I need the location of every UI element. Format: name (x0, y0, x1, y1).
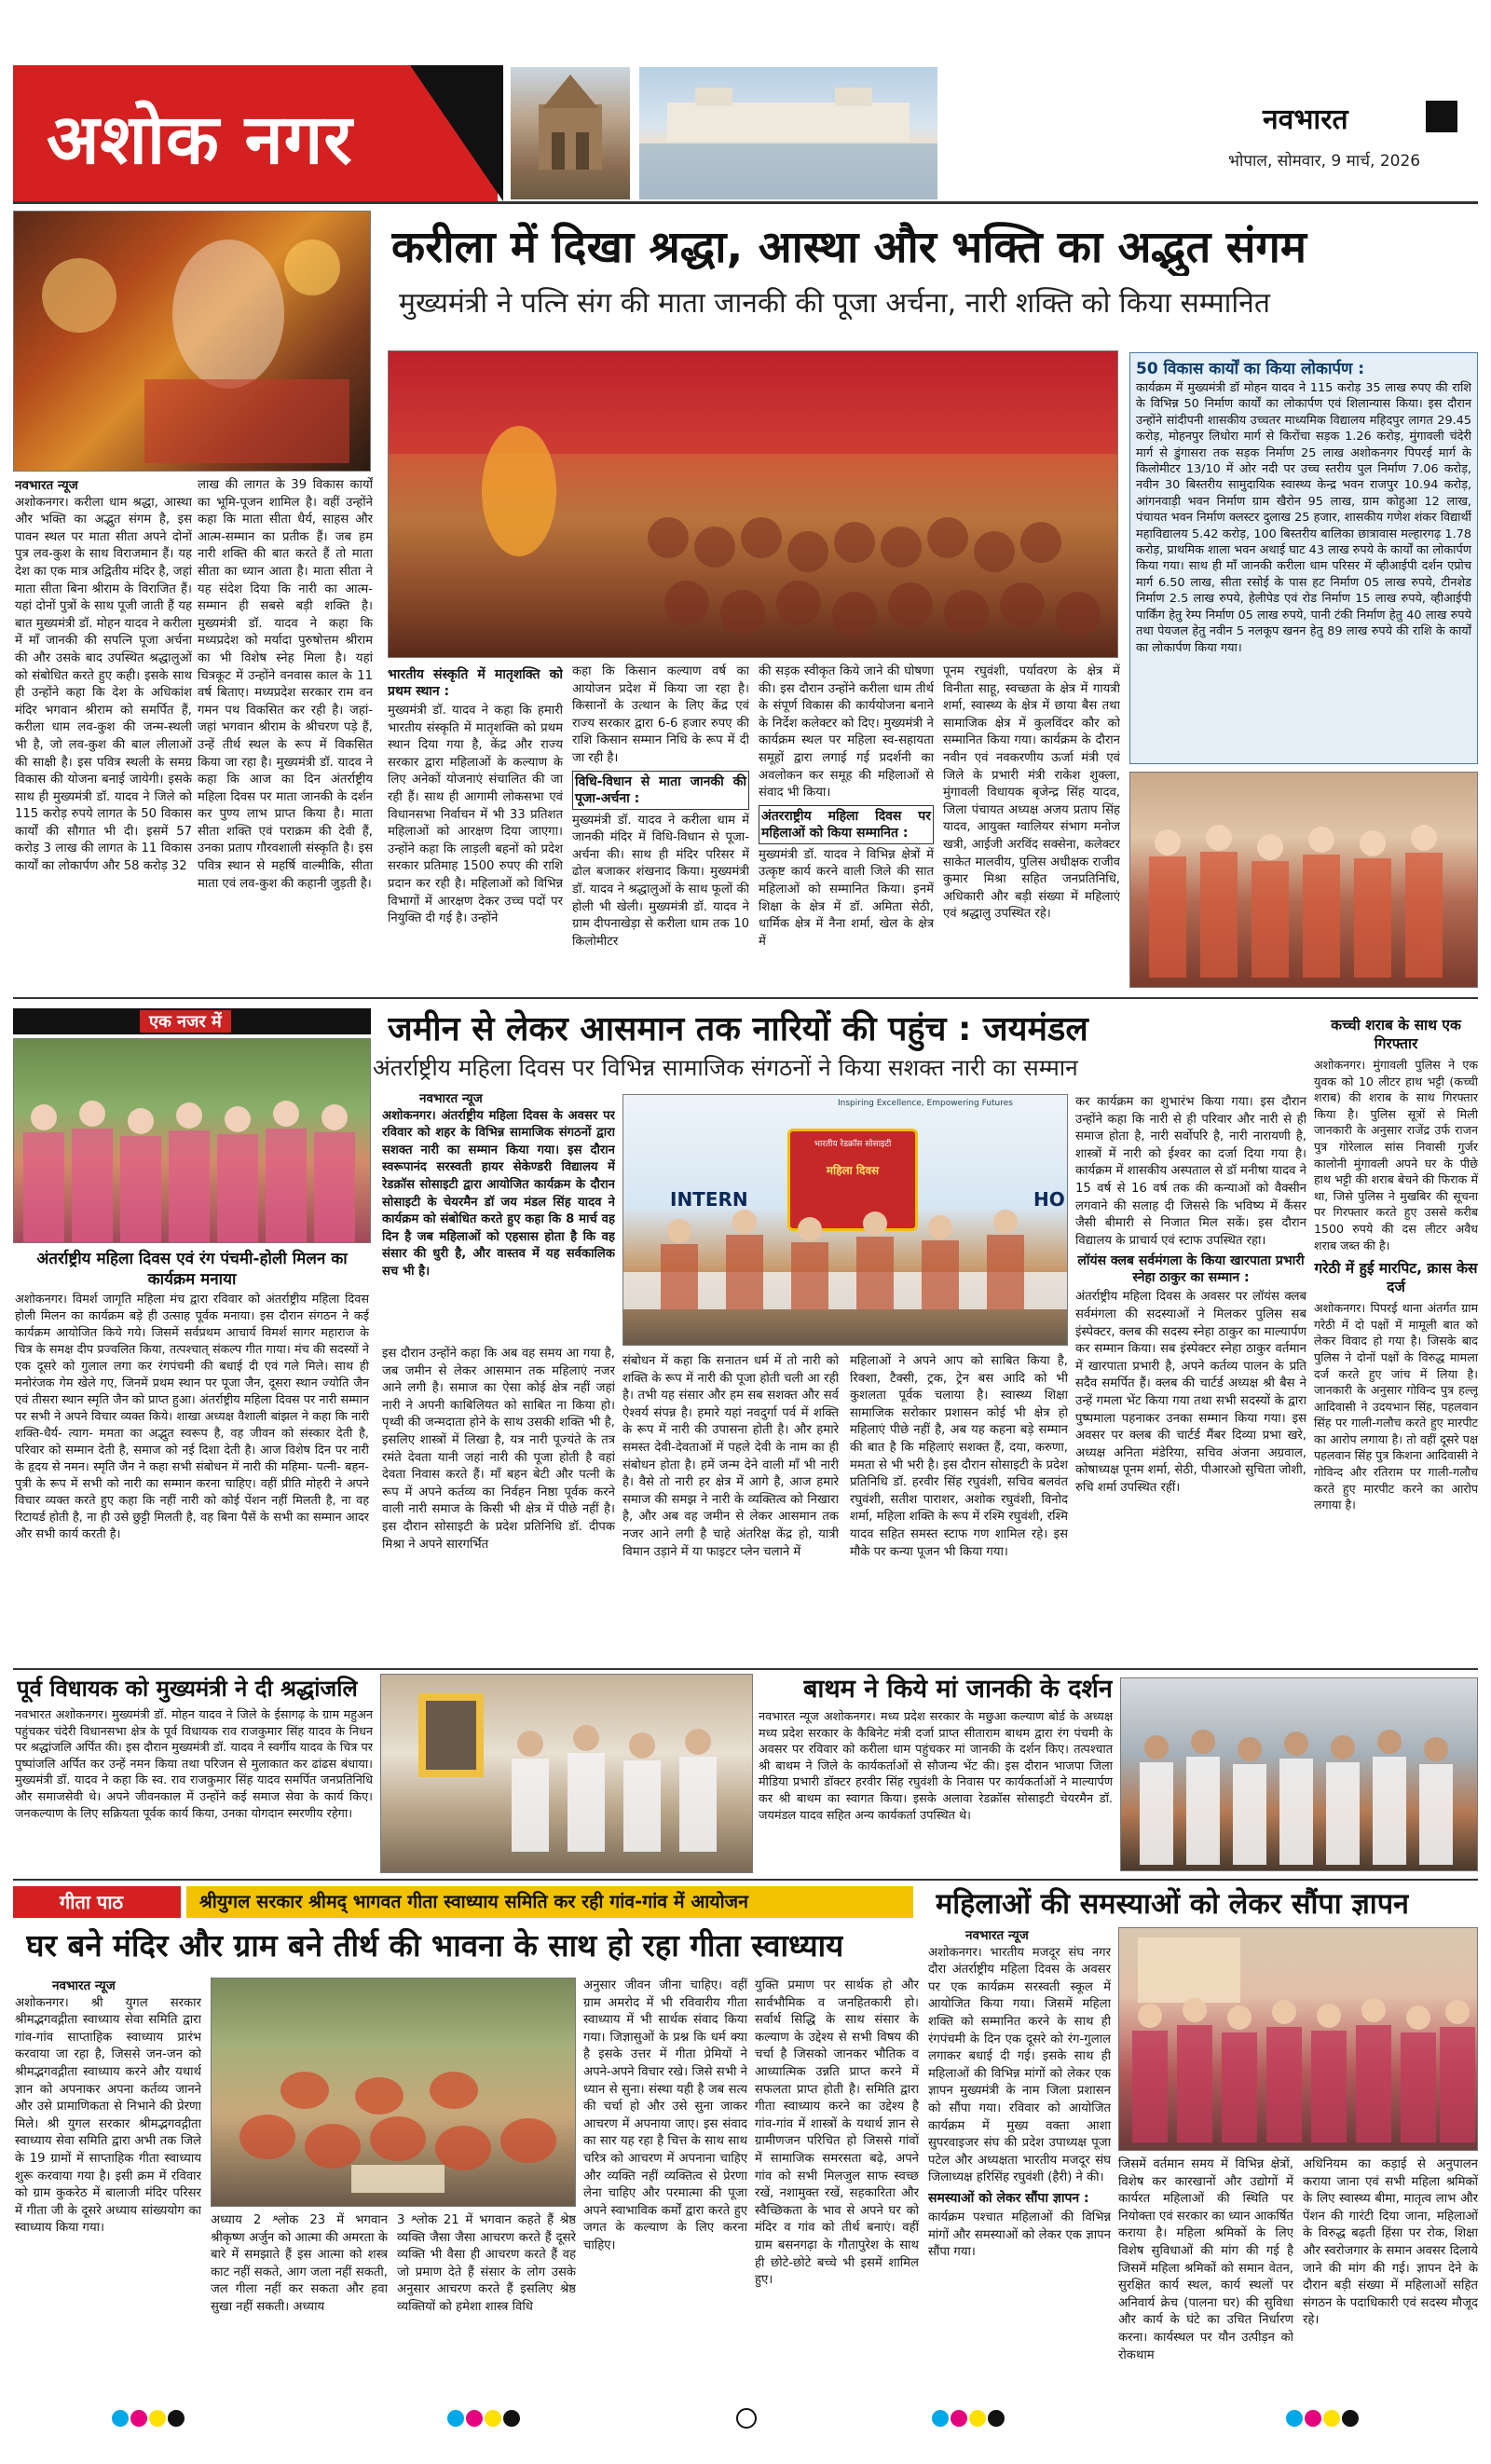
story2-subhead: अंतर्राष्ट्रीय महिला दिवस पर विभिन्न सामाजिक संगठनों ने किया सशक्त नारी का सम्मान (373, 1054, 1078, 1081)
masthead (0, 63, 1491, 203)
baatham-photo (1120, 1677, 1478, 1871)
tribute-photo (380, 1674, 753, 1873)
temple-illustration (511, 67, 630, 199)
story1-col2-text: लाख की लागत के 39 विकास कार्यों का भूमि-पूजन शामिल है। वहीं उन्होंने कहा कि माता सीता धैर्य, साहस और आत्म-सम्मान का प्रतीक हैं। जब हम नारी शक्ति की बात करते हैं तो माता सीता का ध्यान आता है। माता सीता ने यह संदेश दिया कि नारी का आत्म-सम्मान ही सबसे बड़ी शक्ति है। मुख्यमंत्री डॉ. यादव ने कहा कि मध्यप्रदेश को मर्यादा पुरुषोत्तम श्रीराम का भी विशेष स्नेह मिला है। यहां चित्रकूट में उन्होंने वनवास काल के 11 वर्ष बिताए। मध्यप्रदेश सरकार राम वन गमन पथ विकसित कर रही है। जहां-जहां भगवान श्रीराम के श्रीचरण पड़े हैं, उन्हें तीर्थ स्थल के रूप में विकसित किया जा रहा है। मुख्यमंत्री डॉ. यादव ने कहा कि आज का दिन अंतर्राष्ट्रीय महिला दिवस पर माता जानकी के दर्शन कर पुण्य लाभ प्राप्त किया है। माता सीता शक्ति एवं पराक्रम की देवी हैं, उनका प्रताप गौरवशाली संस्कृति है। इस पवित्र स्थान से महर्षि वाल्मीकि, सीता माता एवं लव-कुश की कहानी जुड़ती है। (198, 478, 373, 891)
gita-col2: अध्याय 2 श्लोक 23 में भगवान श्रीकृष्ण अर्जुन को आत्मा की अमरता के बारे में समझाते हैं इस आत्मा को शस्त्र काट नहीं सकते, आग जला नहीं सकती, जल गीला नहीं कर सकता और हवा सुखा नहीं सकती। अध्याय (211, 2213, 388, 2314)
eknazar-label: एक नजर में (140, 1010, 231, 1033)
puja-illustration (14, 212, 371, 472)
reg-yellow (149, 2410, 166, 2427)
story2-lead-text: अशोकनगर। अंतर्राष्ट्रीय महिला दिवस के अवसर पर रविवार को शहर के विभिन्न सामाजिक संगठनों द्वारा सशक्त नारी का सम्मान किया गया। इस दौरान स्वरूपानंद सरस्वती हायर सेकेण्डरी विद्यालय में रेडक्रॉस सोसाइटी द्वारा आयोजित कार्यक्रम के दौरान सोसाइटी के चेयरमैन डॉ जय मंडल सिंह यादव ने कार्यक्रम को संबोधित करते हुए कहा कि 8 मार्च वह दिन है जब महिलाओं को एहसास होता है कि वह संसार की धुरी है, और वास्तव में यह सर्वकालिक सच भी है। (382, 1108, 615, 1279)
story2-col2: संबोधन में कहा कि सनातन धर्म में तो नारी को शक्ति के रूप में नारी की पूजा होती चली आ रही है। तभी यह संसार और हम सब सशक्त और सर्व ऐश्वर्य संपन्न है। हमारे यहां नवदुर्गा पर्व में शक्ति के रूप में नारी की उपासना होती है। और हमारे समस्त देवी-देवताओं में पहले देवी के नाम का ही संबोधन होता है। हमें जन्म देने वाली माँ भी नारी है। वैसे तो नारी हर क्षेत्र में आगे है, आज हमारे समाज की समझ ने नारी के व्यक्तित्व को निखारा है, और अब वह जमीन से लेकर आसमान तक नजर आने लगी है चाहे अंतरिक्ष केंद्र हो, यात्री विमान उड़ाने में या फाइटर प्लेन चलाने में (622, 1354, 839, 1559)
mahila-col1b-text: कार्यक्रम पश्चात महिलाओं की विभिन्न मांगों और समस्याओं को लेकर एक ज्ञापन सौंपा गया। (928, 2210, 1111, 2260)
mahila-col1 (928, 1927, 1111, 2373)
mahila-photo (1118, 1927, 1478, 2151)
gita-col3: 3 श्लोक 21 में भगवान कहते हैं श्रेष्ठ व्यक्ति जैसा जैसा आचरण करते हैं दूसरे व्यक्ति भी वैसा ही आचरण करते हैं वह जो प्रमाण देते हैं संसार के लोग उसके अनुसार आचरण करते हैं इसलिए श्रेष्ठ व्यक्तियों को हमेशा शास्त्र विधि (397, 2213, 576, 2314)
gita-label: गीता पाठ (13, 1886, 181, 1918)
story1-col3 (388, 664, 563, 988)
gita-illustration (212, 1978, 576, 2207)
honours-illustration (1130, 773, 1478, 988)
reg-cyan-3 (932, 2410, 949, 2427)
story1-col4b-text: मुख्यमंत्री डॉ. यादव ने करीला धाम में जानकी मंदिर में विधि-विधान से पूजा-अर्चना की। साथ ही मंदिर परिसर में ढोल बजाकर शंखनाद किया। मुख्यमंत्री डॉ. यादव ने श्रद्धालुओं के साथ फूलों की होली भी खेली। मुख्यमंत्री डॉ. यादव ने ग्राम दीपनाखेड़ा से करीला धाम तक 10 किलोमीटर (572, 813, 749, 949)
section-rule-2 (13, 1668, 1478, 1670)
mahila-byline: नवभारत न्यूज (965, 1928, 1029, 1943)
story1-byline: नवभारत न्यूज (15, 478, 78, 493)
reg-cyan-4 (1286, 2410, 1303, 2427)
temple-photo (511, 67, 630, 199)
baatham-text: नवभारत न्यूज अशोकनगर। मध्य प्रदेश सरकार के मछुआ कल्याण बोर्ड के अध्यक्ष मध्य प्रदेश सरकार के कैबिनेट मंत्री दर्जा प्राप्त सीताराम बाथम द्वारा रंग पंचमी के अवसर पर रविवार को करीला धाम पहुंचकर मां जानकी के दर्शन किए। तत्पश्चात श्री बाथम ने जिले के कार्यकर्ताओं से सौजन्य भेंट की। इस दौरान भाजपा जिला मीडिया प्रभारी डॉक्टर हरवीर सिंह रघुवंशी के निवास पर कार्यकर्ताओं ने माल्यार्पण कर श्री बाथम का स्वागत किया। इसके अलावा रेडक्रॉस सोसाइटी चेयरमैन डॉ. जयमंडल यादव सहित अन्य कार्यकर्ता उपस्थित थे। (759, 1710, 1113, 1823)
brief2-text: अशोकनगर। पिपरई थाना अंतर्गत ग्राम गरेठी में दो पक्षों में मामूली बात को लेकर विवाद हो गया है। जिसके बाद पुलिस ने दोनों पक्षों के विरुद्ध मामला दर्ज करते हुए जांच में लिया है। जानकारी के अनुसार गोविन्द पुत्र हल्लू आदिवासी ने उदयभान सिंह, पहलवान सिंह पर गाली-गलौच करते हुए मारपीट का आरोप लगाया है। तो वहीं दूसरे पक्ष पहलवान सिंह पुत्र किशना आदिवासी ने गोविन्द और रतिराम पर गाली-गलौच करते हुए मारपीट करने का आरोप लगाया है। (1314, 1301, 1478, 1513)
story1-col2 (198, 477, 373, 988)
story2-lead (382, 1090, 615, 1340)
reg-target (736, 2408, 757, 2429)
gita-col4: अनुसार जीवन जीना चाहिए। वहीं ग्राम अमरोद में भी रविवारीय गीता स्वाध्याय में भी सार्थक संवाद किया गया। जिज्ञासुओं के प्रश्न कि धर्म क्या है इसके उत्तर में गीता प्रेमियों ने अपने-अपने विचार रखे। जिसे सभी ने ध्यान से सुना। संस्था यही है जब सत्य की चर्चा हो और उसे सुना जाकर आचरण में अपनाया जाए। इस संवाद का सार यह रहा है चित्त के साथ साथ चरित्र को आचरण में अपनाना चाहिए और व्यक्ति नहीं व्यक्तित्व से प्रेरणा लेना चाहिए और परमात्मा की पूजा अपने स्वाभाविक कर्मों द्वारा करते हुए जगत के कल्याण के लिए करना चाहिए। (583, 1978, 747, 2252)
section-title: अशोक नगर (47, 100, 353, 180)
reg-yellow-2 (485, 2410, 501, 2427)
gita-photo (211, 1978, 576, 2207)
story1-subhead: मुख्यमंत्री ने पत्नि संग की माता जानकी की पूजा अर्चना, नारी शक्ति को किया सम्मानित (399, 287, 1270, 320)
mahila-col2: जिसमें वर्तमान समय में विभिन्न क्षेत्रों, विशेष कर कारखानों और उद्योगों में कार्यरत महिलाओं की स्थिति पर नियोक्ता एवं सरकार का ध्यान आकर्षित कराया है। महिला श्रमिकों के लिए विशेष सुविधाओं की मांग की गई है जिसमें महिला श्रमिकों को समान वेतन, सुरक्षित कार्य स्थल, कार्य स्थलों पर अनिवार्य क्रेच (पालना घर) की सुविधा और कार्य के घंटे का उचित निर्धारण करना। कार्यस्थल पर यौन उत्पीड़न को रोकथाम (1118, 2157, 1293, 2362)
banner-caption: Inspiring Excellence, Empowering Futures (838, 1099, 1013, 1108)
story2-col4 (1075, 1094, 1306, 1663)
brief1-text: अशोकनगर। मुंगावली पुलिस ने एक युवक को 10 लीटर हाथ भट्टी (कच्ची शराब) की शराब के साथ गिरफ्तार किया है। पुलिस सूत्रों से मिली जानकारी के अनुसार राजेंद्र उर्फ राजन पुत्र गोरेलाल सांस निवासी गुर्जर कालोनी मुंगावली अपने घर के पीछे हाथ भट्टी की शराब बेचने की फिराक में था, जिसे पुलिस ने मुखबिर की सूचना पर गिरफ्तार करते हुए उससे करीब 1500 रुपये की दस लीटर अवैध शराब जब्त की है। (1314, 1058, 1478, 1253)
brief2-headline: गरेठी में हुई मारपिट, क्रास केस दर्ज (1314, 1260, 1478, 1296)
mahila-headline: महिलाओं की समस्याओं को लेकर सौंपा ज्ञापन (936, 1888, 1409, 1921)
box50-title: 50 विकास कार्यों का किया लोकार्पण : (1136, 360, 1365, 378)
gita-col5: युक्ति प्रमाण पर सार्थक हो और सार्वभौमिक व जनहितकारी हो। सर्वार्थ सिद्धि के साथ संसार के कल्याण के उद्देश्य से सभी विषय की चर्चा है जिसको जानकर भौतिक व आध्यात्मिक उन्नति प्राप्त करने में सफलता प्राप्त होती है। समिति द्वारा गीता स्वाध्याय करने का उद्देश्य है गांव-गांव में शास्त्रों के यथार्थ ज्ञान से ग्रामीणजन परिचित हो जिससे गांवों में सामाजिक समरसता बढ़े, अपने गांव को सभी मिलजुल साफ स्वच्छ रखें, नशामुक्त रखें, सहकारिता और स्वैच्छिकता के भाव से अपने घर को मंदिर व गांव को तीर्थ बनाएं। वहीं ग्राम बसनगढ़ा के गौतापुरेश के साथ ही छोटे-छोटे बच्चे भी इसमें शामिल हुए। (755, 1978, 919, 2288)
masthead-rule (13, 201, 1478, 204)
gita-kicker: श्रीयुगल सरकार श्रीमद् भागवत गीता स्वाध्याय समिति कर रही गांव-गांव में आयोजन (186, 1886, 913, 1918)
redcross-photo (622, 1094, 1068, 1346)
story1-col5-heading: अंतरराष्ट्रीय महिला दिवस पर महिलाओं को किया सम्मानित : (759, 805, 934, 844)
reg-yellow-4 (1323, 2410, 1340, 2427)
puja-photo (13, 211, 371, 472)
rally-photo (388, 350, 1118, 658)
story1-col5b-text: मुख्यमंत्री डॉ. यादव ने विभिन्न क्षेत्रों में उत्कृष्ट कार्य करने वाली जिले की सात महिलाओं को सम्मानित किया। इनमें शिक्षा के क्षेत्र में डॉ. अमिता सेठी, धार्मिक क्षेत्र में नैना शर्मा, खेल के क्षेत्र में (759, 847, 934, 949)
story1-col5-text: की सड़क स्वीकृत किये जाने की घोषणा की। इस दौरान उन्होंने करीला धाम तीर्थ के संपूर्ण विकास की कार्ययोजना बनाने के निर्देश कलेक्टर को दिए। मुख्यमंत्री ने कार्यक्रम स्थल पर महिला स्व-सहायता समूहों द्वारा लगाई गई प्रदर्शनी का अवलोकन कर समूह की महिलाओं से संवाद भी किया। (759, 664, 934, 801)
women-group-illustration (14, 1039, 371, 1243)
story2-headline: जमीन से लेकर आसमान तक नारियों की पहुंच : जयमंडल (388, 1010, 1088, 1048)
print-registration-strip (0, 2386, 1491, 2464)
mahila-col1-text: अशोकनगर। भारतीय मजदूर संघ नगर दौरा अंतर्राष्ट्रीय महिला दिवस के अवसर पर एक कार्यक्रम सरस्वती स्कूल में आयोजित किया गया। जिसमें महिला शक्ति को सम्मानित करने के साथ ही रंगपंचमी के दिन एक दूसरे को रंग-गुलाल लगाकर बधाई दी गई। इसके साथ ही महिलाओं की विभिन्न मांगों को लेकर एक ज्ञापन मुख्यमंत्री के नाम जिला प्रशासन को सौंपा गया। रविवार को आयोजित कार्यक्रम में मुख्य वक्ता आशा सुपरवाइजर संघ की प्रदेश उपाध्यक्ष पूजा पटेल और अध्यक्षता भारतीय मजदूर संघ जिलाध्यक्ष हरिसिंह रघुवंशी (हैरी) ने की। (928, 1945, 1111, 2185)
story2-byline: नवभारत न्यूज (419, 1091, 483, 1106)
eknazar-headline: अंतर्राष्ट्रीय महिला दिवस एवं रंग पंचमी-होली मिलन का कार्यक्रम मनाया (36, 1250, 348, 1289)
box50 (1129, 352, 1478, 764)
story1-col1-text: अशोकनगर। करीला धाम श्रद्धा, आस्था और भक्ति का अद्भुत संगम है, इस पावन स्थल पर माता सीता अपने दोनों पुत्र लव-कुश के साथ विराजमान हैं। यह देश का एक मात्र अद्वितीय मंदिर है, जहां माता सीता बिना श्रीराम के विराजित हैं। यहां दोनों पुत्रों के साथ पूजी जाती हैं यह बात मुख्यमंत्री डॉ. मोहन यादव ने करीला में माँ जानकी की सपत्नि पूजा अर्चना की और उसके बाद उपस्थित श्रद्धालुओं को संबोधित करते हुए कही। इसके साथ ही उन्होंने कहा कि देश के अधिकांश मंदिर भगवान श्रीराम को समर्पित हैं, करीला धाम लव-कुश की जन्म-स्थली भी है, जो लव-कुश की बाल लीलाओं की साक्षी है। इस पवित्र स्थली के समग्र विकास की योजना बनाई जायेगी। इसके साथ ही मुख्यमंत्री डॉ. यादव ने जिले को 115 करोड़ रुपये लागत के 50 विकास कार्यों की सौगात भी दी। इसमें 57 करोड़ 3 लाख की लागत के 11 विकास कार्यों का लोकार्पण और 58 करोड़ 32 (15, 495, 192, 874)
women-group-photo (13, 1038, 371, 1243)
gita-col1 (15, 1978, 201, 2373)
banner-inter: INTERN (670, 1188, 748, 1211)
honours-photo (1129, 772, 1478, 988)
reg-black-3 (988, 2410, 1005, 2427)
guests-illustration (623, 1095, 1068, 1346)
story1-col4 (572, 664, 749, 988)
reg-yellow-3 (969, 2410, 986, 2427)
story1-col4-text: कहा कि किसान कल्याण वर्ष का आयोजन प्रदेश में किया जा रहा है। किसानों के उत्थान के लिए केंद्र एवं राज्य सरकार द्वारा 6-6 हजार रुपए की राशि किसान सम्मान निधि के रूप में दी जा रही है। (572, 664, 749, 765)
palace-illustration (639, 67, 937, 199)
section-rule-1 (13, 997, 1478, 999)
story2-col1: इस दौरान उन्होंने कहा कि अब वह समय आ गया है, जब जमीन से लेकर आसमान तक महिलाएं नजर आने लगी है। समाज का ऐसा कोई क्षेत्र नहीं जहां नारी ने अपनी काबिलियत को साबित ना किया हो। पृथ्वी की जन्मदाता होने के साथ उसकी शक्ति भी है, इसलिए शास्त्रों में लिखा है, यत्र नारी पूज्यंते के तत्र रमंते देवता यानी जहां नारी की पूजा होती है वहां देवता निवास करते हैं। माँ बहन बेटी और पत्नी के रूप में अपने कर्तव्य का निर्वहन निष्ठा पूर्वक करने वाली नारी समाज के किसी भी क्षेत्र में पीछे नहीं है। इस दौरान सोसाइटी के प्रदेश प्रतिनिधि डॉ. दीपक मिश्रा ने अपने सारगर्भित (382, 1347, 615, 1552)
story2-col4-text: कर कार्यक्रम का शुभारंभ किया गया। इस दौरान उन्होंने कहा कि नारी से ही परिवार और नारी से ही समाज होता है, नारी सर्वोपरि है, नारी नारायणी है, शास्त्रों में नारी को ईश्वर का दर्जा दिया गया है। कार्यक्रम में शासकीय अस्पताल से डॉ मनीषा यादव ने 15 वर्ष से 16 वर्ष तक की कन्याओं को वैक्सीन लगवाने की सलाह दी जिससे कि भविष्य में कैंसर जैसी बीमारी से निजात मिल सकें। इस दौरान विद्यालय के प्राचार्य एवं स्टाफ उपस्थित रहा। (1075, 1095, 1306, 1248)
eknazar-text: अशोकनगर। विमर्श जागृति महिला मंच द्वारा रविवार को अंतर्राष्ट्रीय महिला दिवस होली मिलन का कार्यक्रम बड़े ही उत्साह पूर्वक मनाया। इस दौरान संगठन ने कई कार्यक्रम आयोजित किये गये। जिसमें सर्वप्रथम आचार्य विमर्श सागर महाराज के चित्र के समक्ष दीप प्रज्वलित किया, तत्पश्चात् संकल्प गीत गाया। मंच की सदस्यों ने एक दूसरे को गुलाल लगा कर रंगपंचमी की बधाई दी एवं गले मिले। साथ ही मनोरंजक गेम खेले गए, जिनमें प्रथम स्थान पर पूजा जैन, दूसरा स्थान ज्योति जैन एवं तीसरा स्थान स्मृति जैन को प्राप्त हुआ। अंतर्राष्ट्रीय महिला दिवस पर नारी सम्मान पर सभी ने अपने विचार व्यक्त किये। शाखा अध्यक्ष वैशाली बांझल ने कहा कि नारी शक्ति-धैर्य- त्याग- ममता का अद्भुत स्वरूप है, वह जीवन को संस्कार देती है, परिवार को सम्मान देती है, समाज को नई दिशा देती है। आज विशेष दिन पर नारी के हृदय से नमन। स्मृति जैन ने कहा सभी संबोधन में नारी की महिमा- पत्नी- बहन-पुत्री के रूप में सभी को नारी का सम्मान करना चाहिए। वहीं प्रीति मोहरी ने अपने विचार व्यक्त करते हुए कहा कि नहीं नारी को कोई पेंशन नहीं मिलती है, ना वह रिटायर्ड होती है, ना ही उसे छुट्टी मिलती है, वह बिना पैसें के सभी का सम्मान आदर और सभी कार्य करती है। (15, 1293, 369, 1541)
reg-cyan-2 (447, 2410, 464, 2427)
story2-col4-heading: लॉयंस क्लब सर्वमंगला के किया खारपाता प्रभारी स्नेहा ठाकुर का सम्मान : (1077, 1253, 1305, 1286)
story1-col6-text: पूनम रघुवंशी, पर्यावरण के क्षेत्र में विनीता साहू, स्वच्छता के क्षेत्र में गायत्री शर्मा, स्वास्थ्य के क्षेत्र में छाया बैस तथा सामाजिक क्षेत्र में कुलविंदर कौर को सम्मानित किया गया। कार्यक्रम के दौरान नवीन एवं नवकरणीय ऊर्जा मंत्री एवं जिले के प्रभारी मंत्री राकेश शुक्ला, मुंगावली विधायक बृजेन्द्र सिंह यादव, जिला पंचायत अध्यक्ष अजय प्रताप सिंह यादव, आयुक्त ग्वालियर संभाग मनोज खत्री, आईजी अरविंद सक्सेना, कलेक्टर साकेत मालवीय, पुलिस अधीक्षक राजीव कुमार मिश्रा सहित जनप्रतिनिधि, अधिकारी और बड़ी संख्या में महिलाएं एवं श्रद्धालु उपस्थित रहे। (943, 664, 1120, 922)
mahila-col1-heading: समस्याओं को लेकर सौंपा ज्ञापन : (928, 2190, 1089, 2206)
reg-black-2 (503, 2410, 520, 2427)
masthead-black-wedge (410, 65, 503, 201)
dateline: भोपाल, सोमवार, 9 मार्च, 2026 (1228, 152, 1421, 171)
section-rule-3 (13, 1879, 1478, 1881)
story2-col4b-text: अंतर्राष्ट्रीय महिला दिवस के अवसर पर लॉयंस क्लब सर्वमंगला की सदस्याओं ने मिलकर पुलिस सब इंस्पेक्टर, क्लब की सदस्य स्नेहा ठाकुर का माल्यार्पण कर सम्मान किया। सब इंस्पेक्टर स्नेहा ठाकुर वर्तमान में खारपाता प्रभारी है, अपने कर्तव्य पालन के प्रति सदैव समर्पित हैं। क्लब की चार्टर्ड अध्यक्ष श्री बैस ने उन्हें गमला भेंट किया गया तथा सभी सदस्यों के द्वारा पुष्पमाला पहनाकर उनका सम्मान किया गया। इस अवसर पर क्लब की चार्टर्ड मैंबर दिव्या प्रभा खरे, अध्यक्ष अनिता मंडेरिया, सचिव अंजना अग्रवाल, कोषाध्यक्ष पूनम शर्मा, सेठी, पीआरओ सुचिता जोशी, रुचि शर्मा उपस्थित रहीं। (1075, 1290, 1306, 1495)
reg-cyan (112, 2410, 129, 2427)
story1-col5 (759, 664, 934, 988)
redcross-banner-text: भारतीय रेडक्रॉस सोसाइटी (814, 1140, 892, 1149)
story1-col1 (15, 477, 192, 988)
reg-magenta (130, 2410, 147, 2427)
reg-magenta-3 (951, 2410, 967, 2427)
paper-logo: नवभारत (1263, 103, 1348, 136)
right-briefs (1314, 1016, 1478, 1663)
gita-col1-text: अशोकनगर। श्री युगल सरकार श्रीमद्भगवद्गीता स्वाध्याय सेवा समिति द्वारा गांव-गांव साप्ताहिक स्वाध्याय प्रारंभ करवाया जा रहा है, जिससे जन-जन को श्रीमद्भगवद्गीता स्वाध्याय करने और यथार्थ ज्ञान को अपनाकर अपना कर्तव्य जानने और उसे प्रामाणिकता से निभाने की प्रेरणा मिले। श्री युगल सरकार श्रीमद्भगवद्गीता स्वाध्याय सेवा समिति द्वारा अभी तक जिले के 19 ग्रामों में साप्ताहिक गीता स्वाध्याय शुरू करवाया गया है। इसी क्रम में रविवार को ग्राम कुकरेठ में बालाजी मंदिर परिसर में गीता जी के दूसरे अध्याय सांख्ययोग का स्वाध्याय किया गया। (15, 1995, 201, 2236)
baatham-headline: बाथम ने किये मां जानकी के दर्शन (803, 1675, 1113, 1704)
reg-black (168, 2410, 185, 2427)
tribute-illustration (381, 1675, 753, 1873)
story2-col3: महिलाओं ने अपने आप को साबित किया है, रिक्शा, टैक्सी, ट्रक, ट्रेन बस आदि को भी कुशलता पूर्वक चलाया है। स्वास्थ्य शिक्षा सामाजिक सरोकार प्रशासन कोई भी क्षेत्र हो महिलाएं पीछे नहीं है, अब यह कहना बड़े सम्मान की बात है कि महिलाएं सशक्त हैं, दया, करुणा, ममता से भी भरी है। इस दौरान सोसाइटी के प्रदेश प्रतिनिधि डॉ. हरवीर सिंह रघुवंशी, सचिव बलवंत रघुवंशी, सतीश पाराशर, अशोक रघुवंशी, विनोद शर्मा, महिला शक्ति के रूप में रश्मि रघुवंशी, रश्मि यादव सहित समस्त स्टाफ गण शामिल रहे। इस मौके पर कन्या पूजन भी किया गया। (850, 1354, 1068, 1559)
purv-text: नवभारत अशोकनगर। मुख्यमंत्री डॉ. मोहन यादव ने जिले के ईसागढ़ के ग्राम महुअन पहुंचकर चंदेरी विधानसभा क्षेत्र के पूर्व विधायक राव राजकुमार सिंह यादव के निधन पर श्रद्धांजलि अर्पित की। इस दौरान मुख्यमंत्री डॉ. यादव ने स्वर्गीय यादव के चित्र पर पुष्पांजलि अर्पित कर उन्हें नमन किया तथा परिजन से मुलाकात कर ढांढस बंधाया। मुख्यमंत्री डॉ. यादव ने कहा कि स्व. राव राजकुमार सिंह यादव समर्पित जनप्रतिनिधि और समाजसेवी थे। अपने जीवनकाल में उन्होंने कई समाज सेवा के कार्य किए। जनकल्याण के लिए सक्रियता पूर्वक कार्य किया, उनका योगदान स्मरणीय रहेगा। (15, 1708, 373, 1821)
mahila-illustration (1119, 1928, 1478, 2151)
reg-black-4 (1342, 2410, 1359, 2427)
story1-col3-text: मुख्यमंत्री डॉ. यादव ने कहा कि हमारी भारतीय संस्कृति में मातृशक्ति को प्रथम स्थान दिया गया है, केंद्र और राज्य सरकार द्वारा महिलाओं के कल्याण के लिए अनेकों योजनाएं संचालित की जा रही हैं। साथ ही आगामी लोकसभा एवं विधानसभा निर्वाचन में भी 33 प्रतिशत महिलाओं को आरक्षण दिया जाएगा। उन्होंने कहा कि लाड़ली बहनों को प्रदेश सरकार प्रतिमाह 1500 रुपए की राशि प्रदान कर रही है। महिलाओं को विभिन्न विभागों में आरक्षण देकर उच्च पदों पर नियुक्ति दी गई है। उन्होंने (388, 704, 563, 926)
reg-magenta-4 (1305, 2410, 1321, 2427)
redcross-banner-text2: महिला दिवस (826, 1164, 880, 1177)
story1-col6 (943, 664, 1120, 988)
story1-col3-heading: भारतीय संस्कृति में मातृशक्ति को प्रथम स्थान : (388, 667, 563, 699)
reg-magenta-2 (466, 2410, 483, 2427)
story1-col4-heading: विधि-विधान से माता जानकी की पूजा-अर्चना : (572, 771, 749, 810)
palace-lake-photo (639, 67, 937, 199)
story1-headline: करीला में दिखा श्रद्धा, आस्था और भक्ति का अद्भुत संगम (391, 222, 1306, 273)
crowd-illustration (389, 351, 1118, 658)
baatham-illustration (1121, 1678, 1478, 1871)
logo-square (1426, 101, 1457, 132)
banner-ho: HO (1033, 1188, 1065, 1211)
purv-headline: पूर्व विधायक को मुख्यमंत्री ने दी श्रद्धांजलि (17, 1676, 358, 1702)
mahila-col3: अधिनियम का कड़ाई से अनुपालन कराया जाना एवं सभी महिला श्रमिकों के लिए स्वास्थ्य बीमा, मातृत्व लाभ और पेंशन की गारंटी दिया जाना, महिलाओं के विरुद्ध बढ़ती हिंसा पर रोक, शिक्षा और स्वरोजगार के समान अवसर दिलाये जाने की मांग की गई। ज्ञापन देने के दौरान बड़ी संख्या में महिलाओं सहित संगठन के पदाधिकारी एवं सदस्य मौजूद रहे। (1303, 2157, 1478, 2328)
brief1-headline: कच्ची शराब के साथ एक गिरफ्तार (1331, 1017, 1461, 1052)
box50-text: कार्यक्रम में मुख्यमंत्री डॉ मोहन यादव ने 115 करोड़ 35 लाख रुपए की राशि के विभिन्न 50 निर्माण कार्यों का लोकार्पण एवं शिलान्यास किया। इस दौरान उन्होंने सांदीपनी शासकीय उच्चतर माध्यमिक विद्यालय महिदपुर लागत 29.45 करोड़, मोहनपुर लिधोरा मार्ग से किरोंचा सड़क 1.26 करोड़, मुंगावली चंदेरी मार्ग से डुंगासरा तक सड़क निर्माण 25 लाख अशोकनगर पिपरई मार्ग के किलोमीटर 13/10 में ओर नदी पर उच्च स्तरीय पुल निर्माण 7.06 करोड़, नवीन 30 बिस्तरीय सामुदायिक स्वास्थ्य केन्द्र भवन राजपुर 10.94 करोड़, आंगनवाड़ी भवन निर्माण ग्राम खैरोन 95 लाख, ग्राम कोहुआ 12 लाख, पंचायत भवन निर्माण क्लस्टर दुलाख 25 हजार, शासकीय गणेश शंकर विद्यार्थी महाविद्यालय 5.42 करोड़, 100 बिस्तरीय बालिका छात्रावास मल्हारगढ़ 1.78 करोड़, प्राथमिक शाला भवन अथाई घाट 43 लाख रुपये के कार्यों का लोकार्पण किया गया। साथ ही माँ जानकी करीला धाम परिसर में व्हीआईपी दर्शन एप्रोच मार्ग 6.50 लाख, सीता रसोई के पास हट निर्माण 05 लाख रुपये, टीनशेड निर्माण 2.5 लाख रुपये, हेलीपेड एवं रोड निर्माण 15 लाख रुपये, व्हीआईपी पार्किंग हेतु रेम्प निर्माण 05 लाख रुपये, पानी टंकी निर्माण हेतु 40 लाख रुपये तथा पेयजल हेतु नवीन 5 नलकूप खनन हेतु 89 लाख रुपये की राशि के कार्यों का लोकार्पण किया गया। (1136, 381, 1471, 655)
gita-byline: नवभारत न्यूज (52, 1978, 116, 1993)
gita-headline: घर बने मंदिर और ग्राम बने तीर्थ की भावना के साथ हो रहा गीता स्वाध्याय (26, 1927, 844, 1964)
